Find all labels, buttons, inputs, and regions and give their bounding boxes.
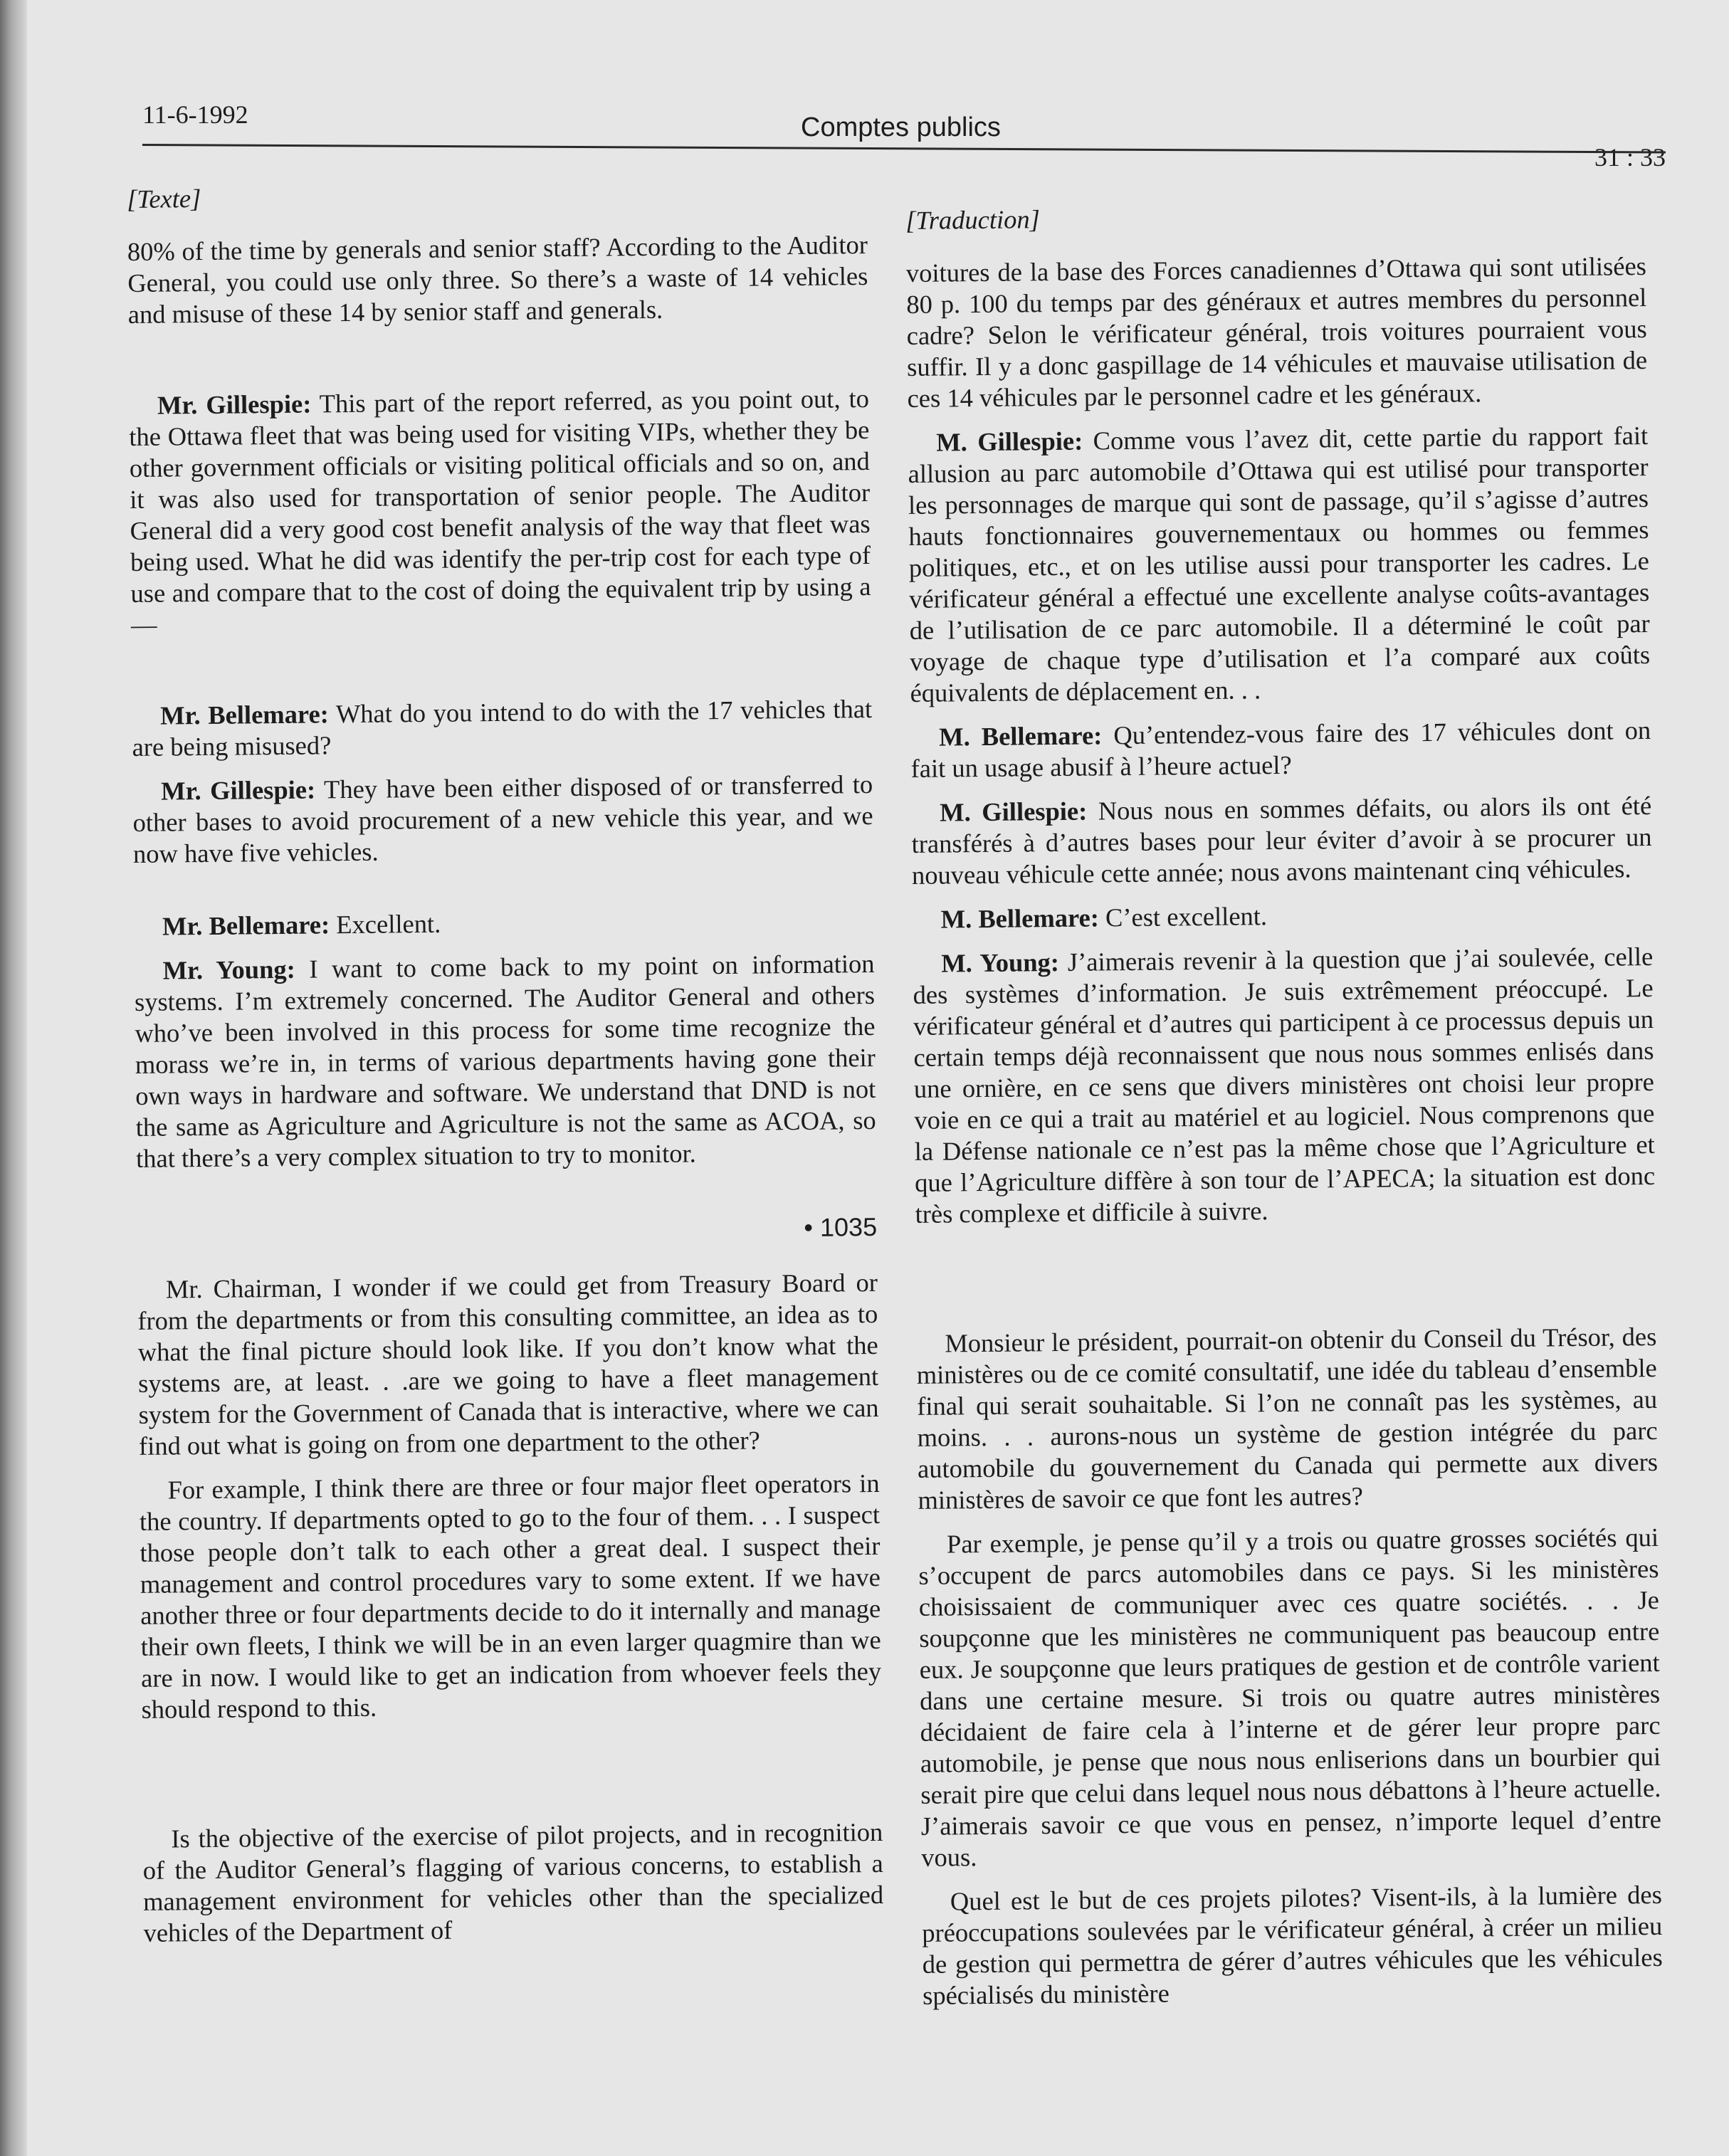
paragraph	[912, 897, 1652, 935]
paragraph	[132, 693, 873, 763]
speaker-name: M. Gillespie:	[936, 426, 1083, 457]
french-column	[905, 198, 1663, 2024]
paragraph: Quel est le but de ces projets pilotes? Visent-ils, à la lumière des préoccupations soulevées par le vérificateur général, à créer un milieu de gestion qui permettra de gérer d’autres véhicules que les véhicules spécialisés du ministère	[922, 1879, 1663, 2010]
paragraph	[129, 383, 871, 641]
page-binding-edge	[0, 0, 27, 2156]
speech-text: Excellent.	[329, 908, 441, 940]
paragraph	[132, 769, 873, 870]
speech-text: This part of the report referred, as you point out, to the Ottawa fleet that was being used for visiting VIPs, whether they be other government officials or visiting political officials and so on, and it was also used for transportation of senior people. The Auditor General did a very good cost benefit analysis of the way that fleet was being used. What he did was identify the per-trip cost for each type of use and compare that to the cost of doing the equivalent trip by using a—	[129, 384, 871, 639]
paragraph: Mr. Chairman, I wonder if we could get from Treasury Board or from the departments or from this consulting committee, an idea as to what the final picture should look like. If you don’t know what the systems are, at least. . .are we going to have a fleet management system for the Government of Canada that is interactive, where we can find out what is going on from one department to the other?	[137, 1267, 879, 1461]
english-column	[127, 177, 884, 1962]
paragraph: For example, I think there are three or four major fleet operators in the country. If departments opted to go to the four of them. . . I suspect those people don’t talk to each other a great deal. I suspect their management and control procedures vary to some extent. If we have another three or four departments decide to do it internally and manage their own fleets, I think we will be in an even larger quagmire than we are in now. I would like to get an indication from whoever feels they should respond to this.	[139, 1468, 882, 1724]
language-label-english: [Texte]	[127, 184, 201, 214]
header-title: Comptes publics	[801, 112, 1001, 142]
speaker-name: Mr. Gillespie:	[160, 774, 316, 806]
speech-text: I want to come back to my point on information systems. I’m extremely concerned. The Auditor General and others who’ve been involved in this process for some time recognize the morass we’re in, in terms of various departments having gone their own ways in hardware and software. We understand that DND is not the same as Agriculture and Agriculture is not the same as ACOA, so that there’s a very complex situation to try to monitor.	[134, 948, 876, 1173]
paragraph	[908, 420, 1651, 709]
paragraph: voitures de la base des Forces canadiennes d’Ottawa qui sont utilisées 80 p. 100 du temps par des généraux et autres membres du personnel cadre? Selon le vérificateur général, trois voitures pourraient vous suffir. Il y a donc gaspillage de 14 véhicules et mauvaise utilisation de ces 14 véhicules par le personnel cadre et les généraux.	[905, 251, 1648, 413]
speech-text: C’est excellent.	[1098, 901, 1268, 932]
speech-text: They have been either disposed of or transferred to other bases to avoid procurement of a new vehicle this year, and we now have five vehicles.	[132, 769, 873, 868]
page-header	[142, 100, 1666, 171]
speech-text: J’aimerais revenir à la question que j’ai soulevée, celle des systèmes d’information. Je suis extrêmement préoccupé. Le vérificateur général et d’autres qui participent à ce processus depuis un certain temps déjà reconnaissent que nous nous sommes enlisés dans une ornière, en ce sens que divers ministères ont choisi leur propre voie en ce qui a trait au matériel et au logiciel. Nous comprenons que la Défense nationale ce n’est pas la même chose que l’Agriculture et que l’Agriculture diffère à son tour de l’APECA; la situation est donc très complexe et difficile à suivre.	[913, 941, 1656, 1229]
language-label-french: [Traduction]	[905, 204, 1041, 235]
speech-text: What do you intend to do with the 17 vehicles that are being misused?	[132, 693, 873, 762]
paragraph: Monsieur le président, pourrait-on obtenir du Conseil du Trésor, des ministères ou de ce comité consultatif, une idée du tableau d’ensemble final qui serait souhaitable. Si l’on ne connaît pas les systèmes, au moins. . . aurons-nous un système de gestion intégrée du parc automobile du gouvernement du Canada qui permette aux divers ministères de savoir ce que font les autres?	[916, 1321, 1659, 1515]
speaker-name: M. Bellemare:	[938, 720, 1103, 752]
paragraph	[911, 790, 1652, 891]
speaker-name: Mr. Bellemare:	[159, 699, 330, 730]
speaker-name: M. Young:	[941, 947, 1060, 978]
speaker-name: M. Bellemare:	[940, 903, 1100, 934]
time-stamp: • 1035	[804, 1211, 878, 1242]
header-page-number: 31 : 33	[1594, 143, 1666, 172]
paragraph: 80% of the time by generals and senior staff? According to the Auditor General, you could use only three. So there’s a waste of 14 vehicles and misuse of these 14 by senior staff and generals.	[127, 230, 868, 329]
speaker-name: M. Gillespie:	[939, 796, 1088, 827]
speaker-name: Mr. Young:	[162, 954, 295, 985]
paragraph: Par exemple, je pense qu’il y a trois ou quatre grosses sociétés qui s’occupent de parcs automobiles dans ce pays. Si les ministères choisissaient de communiquer avec ces quatre sociétés. . . Je soupçonne que les ministères ne communiquent pas beaucoup entre eux. Je soupçonne que leurs pratiques de gestion et de contrôle varient dans une certaine mesure. Si trois ou quatre autres ministères décidaient de faire cela à l’interne et de gérer leur propre parc automobile, je pense que nous nous enliserions dans un bourbier qui serait pire que celui dans lequel nous nous débattons à l’heure actuelle. J’aimerais savoir ce que vous en pensez, n’importe lequel d’entre vous.	[918, 1522, 1662, 1872]
paragraph	[134, 904, 874, 942]
paragraph	[134, 948, 876, 1174]
paragraph	[913, 941, 1656, 1230]
paragraph	[910, 715, 1651, 784]
speaker-name: Mr. Bellemare:	[162, 910, 330, 941]
speaker-name: Mr. Gillespie:	[157, 389, 312, 420]
paragraph: Is the objective of the exercise of pilot projects, and in recognition of the Auditor General’s flagging of various concerns, to establish a management environment for vehicles other than the specialized vehicles of the Department of	[142, 1816, 884, 1947]
speech-text: Qu’entendez-vous faire des 17 véhicules dont on fait un usage abusif à l’heure actuel?	[910, 715, 1651, 783]
speech-text: Nous nous en sommes défaits, ou alors ils ont été transférés à d’autres bases pour leur éviter d’avoir à se procurer un nouveau véhicule cette année; nous avons maintenant cinq véhicules.	[911, 790, 1652, 890]
header-date: 11-6-1992	[142, 100, 248, 129]
speech-text: Comme vous l’avez dit, cette partie du rapport fait allusion au parc automobile d’Ottawa qui est utilisé pour transporter les personnages de marque qui sont de passage, qu’il s’agisse d’autres hauts fonctionnaires gouvernementaux ou hommes ou femmes politiques, etc., et on les utilise aussi pour transporter les cadres. Le vérificateur général a effectué une excellente analyse coûts-avantages de l’utilisation de ce parc automobile. Il a déterminé le coût par voyage de chaque type d’utilisation et l’a comparé aux coûts équivalents de déplacement en. . .	[908, 421, 1651, 708]
